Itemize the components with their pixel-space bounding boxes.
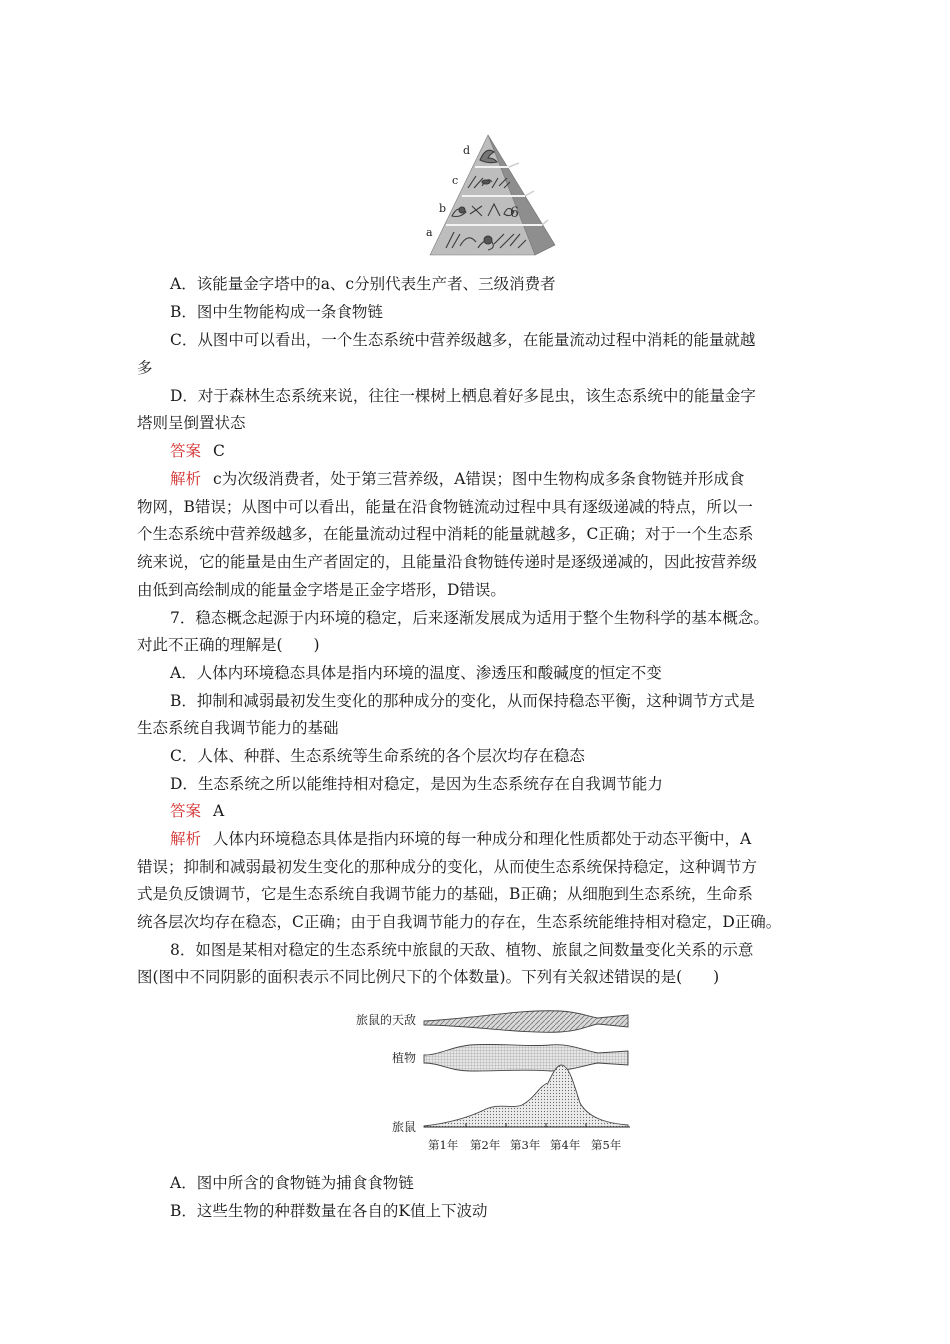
q6-option-b: B．图中生物能构成一条食物链: [170, 303, 383, 321]
q7-analysis-label: 解析: [170, 830, 202, 848]
population-figure: [0, 1005, 950, 1165]
q7-answer: [170, 801, 224, 821]
q7-analysis-line-3: 式是负反馈调节，它是生态系统自我调节能力的基础，B正确；从细胞到生态系统，生命系: [137, 885, 753, 903]
q7-option-c: C．人体、种群、生态系统等生命系统的各个层次均存在稳态: [170, 747, 585, 765]
row-label-lemming: 旅鼠: [392, 1120, 417, 1134]
q6-answer-value: C: [213, 442, 225, 460]
q7-answer-value: A: [213, 802, 225, 820]
q6-analysis-label: 解析: [170, 470, 202, 488]
q6-answer-label: 答案: [170, 442, 202, 460]
q7-answer-label: 答案: [170, 802, 202, 820]
year-label-4: 第4年: [550, 1138, 581, 1152]
q6-option-c: C．从图中可以看出，一个生态系统中营养级越多，在能量流动过程中消耗的能量就越: [170, 331, 756, 349]
q6-analysis-line-1: c为次级消费者，处于第三营养级，A错误；图中生物构成多条食物链并形成食: [213, 470, 745, 488]
q6-analysis-first: [170, 469, 744, 489]
energy-pyramid-figure: [0, 0, 950, 260]
q7-stem-line-2: 对此不正确的理解是( ): [137, 636, 320, 654]
q6-option-a: A．该能量金字塔中的a、c分别代表生产者、三级消费者: [170, 275, 556, 293]
svg-text:6: 6: [510, 205, 519, 221]
q7-option-a: A．人体内环境稳态具体是指内环境的温度、渗透压和酸碱度的恒定不变: [170, 664, 662, 682]
plant-band: [424, 1044, 628, 1071]
q6-option-c-cont: 多: [137, 359, 153, 377]
q7-option-b-cont: 生态系统自我调节能力的基础: [137, 719, 339, 737]
q6-option-d: D．对于森林生态系统来说，往往一棵树上栖息着好多昆虫，该生态系统中的能量金字: [170, 387, 756, 405]
q6-analysis-line-2: 物网，B错误；从图中可以看出，能量在沿食物链流动过程中具有逐级递减的特点，所以一: [137, 498, 753, 516]
q8-stem-line-1: 8．如图是某相对稳定的生态系统中旅鼠的天敌、植物、旅鼠之间数量变化关系的示意: [170, 941, 754, 959]
q6-analysis-line-5: 由低到高绘制成的能量金字塔是正金字塔形，D错误。: [137, 581, 506, 599]
q8-option-b: B．这些生物的种群数量在各自的K值上下波动: [170, 1202, 488, 1220]
year-label-3: 第3年: [510, 1138, 541, 1152]
pyramid-label-a: a: [426, 226, 433, 239]
q6-answer: [170, 441, 225, 461]
q6-option-d-cont: 塔则呈倒置状态: [137, 414, 246, 432]
q8-option-a: A．图中所含的食物链为捕食食物链: [170, 1174, 414, 1192]
pyramid-label-c: c: [452, 174, 459, 187]
q7-analysis-line-1: 人体内环境稳态具体是指内环境的每一种成分和理化性质都处于动态平衡中，A: [213, 830, 752, 848]
q7-analysis-line-4: 统各层次均存在稳态，C正确；由于自我调节能力的存在，生态系统能维持相对稳定，D正确。: [137, 913, 782, 931]
q7-option-b: B．抑制和减弱最初发生变化的那种成分的变化，从而保持稳态平衡，这种调节方式是: [170, 692, 755, 710]
pyramid-label-d: d: [463, 144, 471, 157]
q8-stem-line-2: 图(图中不同阴影的面积表示不同比例尺下的个体数量)。下列有关叙述错误的是( ): [137, 968, 720, 986]
row-label-plant: 植物: [392, 1051, 417, 1065]
year-label-5: 第5年: [591, 1138, 622, 1152]
q7-stem-line-1: 7．稳态概念起源于内环境的稳定，后来逐渐发展成为适用于整个生物科学的基本概念。: [170, 609, 769, 627]
year-label-1: 第1年: [428, 1138, 459, 1152]
row-label-predator: 旅鼠的天敌: [356, 1013, 417, 1027]
pyramid-label-b: b: [439, 202, 447, 215]
q7-option-d: D．生态系统之所以能维持相对稳定，是因为生态系统存在自我调节能力: [170, 775, 663, 793]
year-label-2: 第2年: [470, 1138, 501, 1152]
lemming-area: [424, 1065, 628, 1127]
q6-analysis-line-4: 统来说，它的能量是由生产者固定的，且能量沿食物链传递时是逐级递减的，因此按营养级: [137, 553, 758, 571]
predator-band: [424, 1011, 628, 1033]
q7-analysis-line-2: 错误；抑制和减弱最初发生变化的那种成分的变化，从而使生态系统保持稳定，这种调节方: [137, 858, 758, 876]
q6-analysis-line-3: 个生态系统中营养级越多，在能量流动过程中消耗的能量就越多，C正确；对于一个生态系: [137, 525, 754, 543]
q7-analysis-first: [170, 829, 751, 849]
